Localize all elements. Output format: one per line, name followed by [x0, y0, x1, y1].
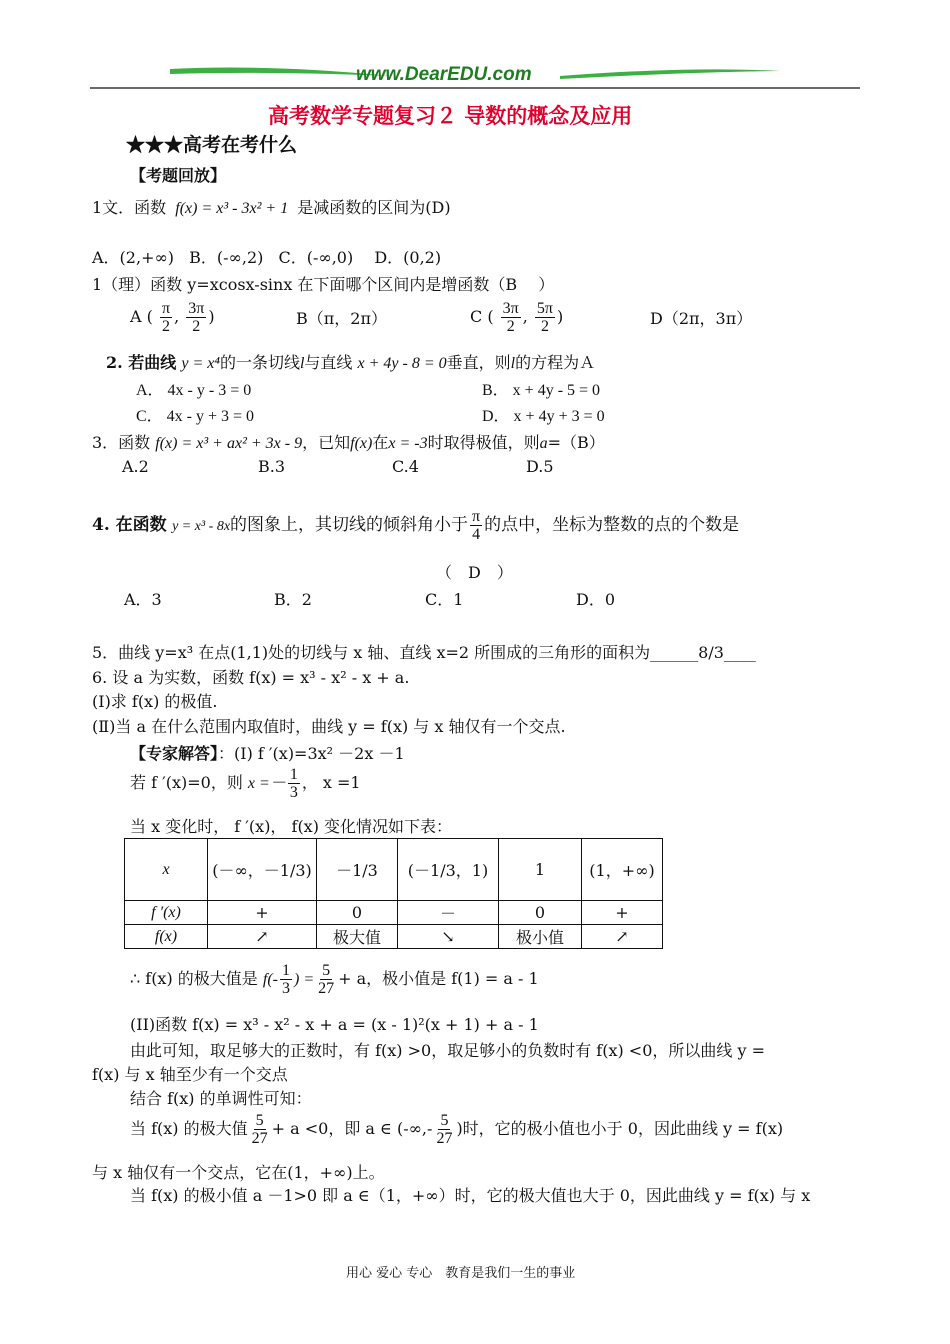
frac-num: 5π	[536, 300, 553, 317]
q2-line-eq: x + 4y - 8 = 0	[357, 355, 447, 372]
q4-formula: y = x³ - 8x	[172, 519, 231, 534]
solution-p2: 结合 f(x) 的单调性可知：	[130, 1089, 312, 1108]
table-cell: f(x)	[125, 925, 208, 949]
q4-option-d: D．0	[576, 590, 616, 609]
p3-text-a: 当 f(x) 的极大值	[130, 1119, 248, 1138]
frac-num: π	[161, 300, 171, 317]
q4-text-a: 4. 在函数	[92, 515, 167, 535]
q3-formula: f(x) = x³ + ax² + 3x - 9	[155, 435, 303, 452]
table-cell: +	[208, 901, 317, 925]
q2-l: l	[510, 355, 516, 372]
solution-p3d: 与 x 轴仅有一个交点，它在(1，+∞)上。	[92, 1163, 385, 1182]
right-swoosh	[560, 69, 780, 79]
fraction	[186, 300, 206, 335]
q3-text-d: 时取得极值，则	[427, 433, 540, 452]
frac-den: 27	[436, 1130, 453, 1147]
fraction	[535, 300, 555, 335]
q1l-option-a-letter: A	[130, 307, 142, 326]
q3-line	[92, 430, 605, 453]
q6-text: 6. 设 a 为实数，函数 f(x) = x³ - x² - x + a.	[92, 668, 410, 687]
table-cell: ↘	[398, 925, 499, 949]
roots-text-a: 若 f ′(x)=0，则	[130, 773, 243, 792]
solution-p3	[130, 1112, 783, 1147]
roots-text-b: x =－	[247, 775, 286, 792]
table-row	[125, 839, 663, 901]
q2-text-a: 2. 若曲线	[106, 353, 177, 372]
q4-option-a: A．3	[124, 590, 162, 609]
table-cell: f ′(x)	[125, 901, 208, 925]
frac-den: 2	[192, 318, 201, 335]
fraction	[160, 300, 172, 335]
frac-num: 5	[255, 1112, 264, 1129]
q1w-line	[92, 195, 451, 218]
page-title: 高考数学专题复习２ 导数的概念及应用	[268, 103, 633, 128]
p3-text-c: )时，它的极小值也小于 0，因此曲线 y = f(x)	[456, 1119, 784, 1138]
frac-den: 3	[289, 784, 298, 801]
frac-num: 5	[322, 962, 331, 979]
solution-p4: 当 f(x) 的极小值 a －1>0 即 a ∈（1，+∞）时，它的极大值也大于 0，因此曲线 y = f(x) 与 x	[130, 1186, 811, 1205]
q3-option-d: D.5	[526, 457, 554, 476]
q3-fx: f(x)	[350, 435, 373, 452]
q3-a: a	[539, 435, 548, 452]
q2-formula: y = x⁴	[181, 355, 220, 372]
q3-text-c: 在	[372, 433, 389, 452]
table-cell: 0	[317, 901, 398, 925]
q2-text-c: 与直线	[304, 353, 353, 372]
q2-option-b: B． x + 4y - 5 = 0	[482, 382, 601, 399]
solution-deriv: ：(I) f ′(x)=3x² －2x －1	[218, 744, 405, 763]
q1l-text: 1（理）函数 y=xcosx-sinx 在下面哪个区间内是增函数（B ）	[92, 275, 555, 294]
table-cell: 极大值	[317, 925, 398, 949]
q3-text-b: ，已知	[302, 433, 351, 452]
q6-part-1: (Ⅰ)求 f(x) 的极值.	[92, 692, 218, 711]
table-row	[125, 925, 663, 949]
q6-part-2: (Ⅱ)当 a 在什么范围内取值时，曲线 y = f(x) 与 x 轴仅有一个交点.	[92, 717, 566, 736]
fraction	[470, 508, 482, 543]
frac-den: 27	[251, 1130, 268, 1147]
fraction	[434, 1112, 454, 1147]
frac-den: 27	[318, 980, 335, 997]
q1w-option-d: D．(0,2)	[374, 248, 442, 267]
table-cell: ↗	[208, 925, 317, 949]
table-cell: 1	[499, 839, 582, 901]
table-cell: (1，+∞)	[582, 839, 663, 901]
q3-option-a: A.2	[122, 457, 149, 476]
table-cell: －	[398, 901, 499, 925]
q4-text-c: 的点中，坐标为整数的点的个数是	[484, 515, 740, 535]
fraction	[250, 1112, 270, 1147]
table-cell: (－∞，－1/3)	[208, 839, 317, 901]
q1w-prefix: 1文．函数	[92, 198, 167, 217]
q4-option-c: C．1	[425, 590, 464, 609]
solution-roots	[130, 766, 361, 801]
p3-text-b: + a <0，即 a ∈ (-∞,-	[271, 1119, 433, 1138]
q4-answer: （ D ）	[436, 563, 513, 582]
q1w-suffix: 是减函数的区间为(D)	[297, 198, 451, 217]
frac-den: 3	[282, 980, 290, 997]
q2-option-d: D． x + 4y + 3 = 0	[482, 408, 605, 425]
frac-den: 2	[540, 318, 549, 335]
table-cell: －1/3	[317, 839, 398, 901]
q5-text: 5．曲线 y=x³ 在点(1,1)处的切线与 x 轴、直线 x=2 所围成的三角形的面积为______8/3____	[92, 643, 756, 662]
variation-table	[124, 838, 663, 949]
max-text-c: ) =	[294, 971, 315, 988]
frac-num: 1	[289, 766, 298, 783]
q1l-option-d: D（2π，3π）	[650, 309, 753, 328]
solution-derivative	[130, 741, 405, 764]
page-subtitle: ★★★高考在考什么	[126, 134, 298, 156]
q1l-option-c: C ( $\frac{3\pi}{2}$ , $\frac{5\pi}{2}$ )	[470, 300, 564, 335]
table-cell: (－1/3，1)	[398, 839, 499, 901]
table-intro: 当 x 变化时， f ′(x)， f(x) 变化情况如下表：	[130, 817, 453, 836]
q2-text-e: 的方程为Ａ	[515, 353, 596, 372]
fraction	[501, 300, 521, 335]
q3-option-b: B.3	[258, 457, 286, 476]
q1l-option-c-letter: C	[470, 307, 483, 326]
q1w-option-b: B．(-∞,2)	[189, 248, 264, 267]
q1w-options	[92, 245, 441, 268]
q3-text-a: 3．函数	[92, 433, 151, 452]
roots-text-c: ， x =1	[301, 773, 361, 792]
q2-text-d: 垂直，则	[446, 353, 511, 372]
q1w-option-c: C．(-∞,0)	[278, 248, 354, 267]
expert-heading: 【专家解答】	[130, 744, 219, 763]
q4-option-b: B．2	[274, 590, 312, 609]
fraction	[280, 962, 292, 997]
table-cell: 极小值	[499, 925, 582, 949]
fraction	[316, 962, 336, 997]
q2-text-b: 的一条切线	[219, 353, 300, 372]
frac-num: 3π	[188, 300, 205, 317]
max-value-line	[130, 962, 539, 997]
table-cell: ↗	[582, 925, 663, 949]
solution-p1b: f(x) 与 x 轴至少有一个交点	[92, 1065, 288, 1084]
frac-num: π	[472, 508, 481, 525]
table-cell: 0	[499, 901, 582, 925]
table-row	[125, 901, 663, 925]
max-text-b: f(-	[262, 971, 278, 988]
q1w-formula: f(x) = x³ - 3x² + 1	[175, 200, 289, 217]
max-text-d: + a，极小值是 f(1) = a - 1	[338, 969, 539, 988]
q4-line	[92, 508, 739, 543]
frac-den: 2	[506, 318, 515, 335]
q2-l: l	[299, 355, 305, 372]
q1l-option-b: B（π，2π）	[296, 309, 387, 328]
table-cell: x	[125, 839, 208, 901]
q2-option-c: C． 4x - y + 3 = 0	[136, 408, 255, 425]
page-footer: 用心 爱心 专心 教育是我们一生的事业	[346, 1266, 576, 1281]
table-cell: +	[582, 901, 663, 925]
q2-line	[106, 350, 595, 373]
frac-den: 4	[472, 526, 481, 543]
max-text-a: ∴ f(x) 的极大值是	[130, 969, 258, 988]
q3-option-c: C.4	[392, 457, 419, 476]
q3-cond: x = -3	[388, 435, 428, 452]
solution-p1: 由此可知，取足够大的正数时，有 f(x) >0，取足够小的负数时有 f(x) <0，所以曲线 y =	[130, 1041, 765, 1060]
fraction	[288, 766, 300, 801]
solution-ii: (II)函数 f(x) = x³ - x² - x + a = (x - 1)²(x + 1) + a - 1	[130, 1015, 539, 1034]
q1w-option-a: A．(2,+∞)	[92, 248, 175, 267]
frac-num: 1	[282, 962, 290, 979]
q2-option-a: A． 4x - y - 3 = 0	[136, 382, 252, 399]
logo-text: www.DearEDU.com	[356, 64, 532, 85]
q3-text-e: =（B）	[547, 433, 605, 452]
frac-num: 3π	[502, 300, 519, 317]
q4-text-b: 的图象上，其切线的倾斜角小于	[230, 515, 469, 535]
review-heading: 【考题回放】	[130, 166, 227, 185]
frac-den: 2	[162, 318, 171, 335]
q1l-option-a: A ( $\frac{\pi}{2}$ , $\frac{3\pi}{2}$ )	[130, 300, 215, 335]
frac-num: 5	[440, 1112, 449, 1129]
